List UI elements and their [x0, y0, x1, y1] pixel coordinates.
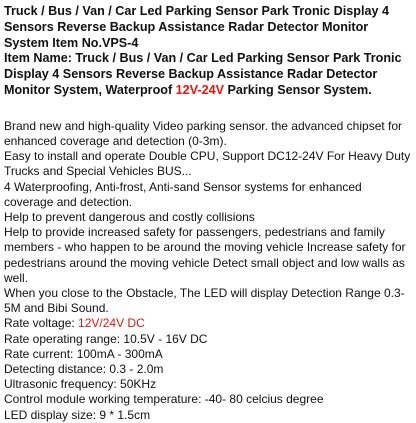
paragraph-install: Easy to install and operate Double CPU, Support DC12-24V For Heavy Duty Trucks and Special Vehicles BUS...: [4, 149, 411, 179]
description-body: [4, 119, 412, 423]
spec-current: Rate current: 100mA - 300mA: [4, 346, 163, 361]
paragraph-safety: Help to provide increased safety for passengers, pedestrians and family members - who happen to be around the moving vehicle Increase safety for pedestrians around the moving vehicle Detect small object and low walls as well.: [4, 225, 406, 285]
voltage-highlight: 12V-24V: [175, 82, 224, 97]
paragraph-waterproof: 4 Waterproofing, Anti-frost, Anti-sand Sensor systems for enhanced coverage and detection.: [4, 179, 362, 209]
paragraph-collisions: Help to prevent dangerous and costly collisions: [4, 210, 255, 224]
item-name-line: [4, 51, 412, 98]
spec-detecting-distance: Detecting distance: 0.3 - 2.0m: [4, 362, 164, 377]
paragraph-intro: Brand new and high-quality Video parking sensor. the advanced chipset for enhanced coverage and detection (0-3m).: [4, 118, 403, 148]
spec-led-display-size: LED display size: 9 * 1.5cm: [4, 407, 151, 422]
spec-working-temperature: Control module working temperature: -40- 80 celcius degree: [4, 392, 324, 407]
item-name-prefix: Item Name: Truck / Bus / Van / Car Led Parking Sensor Park Tronic Display 4 Sensors Reverse Backup Assistance Radar Detector Monitor System, Waterproof: [4, 51, 402, 97]
spec-operating-range: Rate operating range: 10.5V - 16V DC: [4, 331, 208, 346]
product-title: [4, 4, 412, 99]
spec-rate-voltage-label: Rate voltage:: [4, 316, 79, 331]
item-name-suffix: Parking Sensor System.: [224, 82, 372, 97]
product-description: [4, 4, 412, 423]
spec-rate-voltage-value: 12V/24V DC: [78, 316, 145, 331]
title-line: Truck / Bus / Van / Car Led Parking Sensor Park Tronic Display 4 Sensors Reverse Backup Assistance Radar Detector Monitor System Item No.VPS-4: [4, 4, 389, 50]
spec-rate-voltage: [4, 316, 412, 331]
spec-ultrasonic-frequency: Ultrasonic frequency: 50KHz: [4, 377, 157, 392]
paragraph-obstacle: When you close to the Obstacle, The LED will display Detection Range 0.3-5M and Bibi Sound.: [4, 286, 405, 316]
